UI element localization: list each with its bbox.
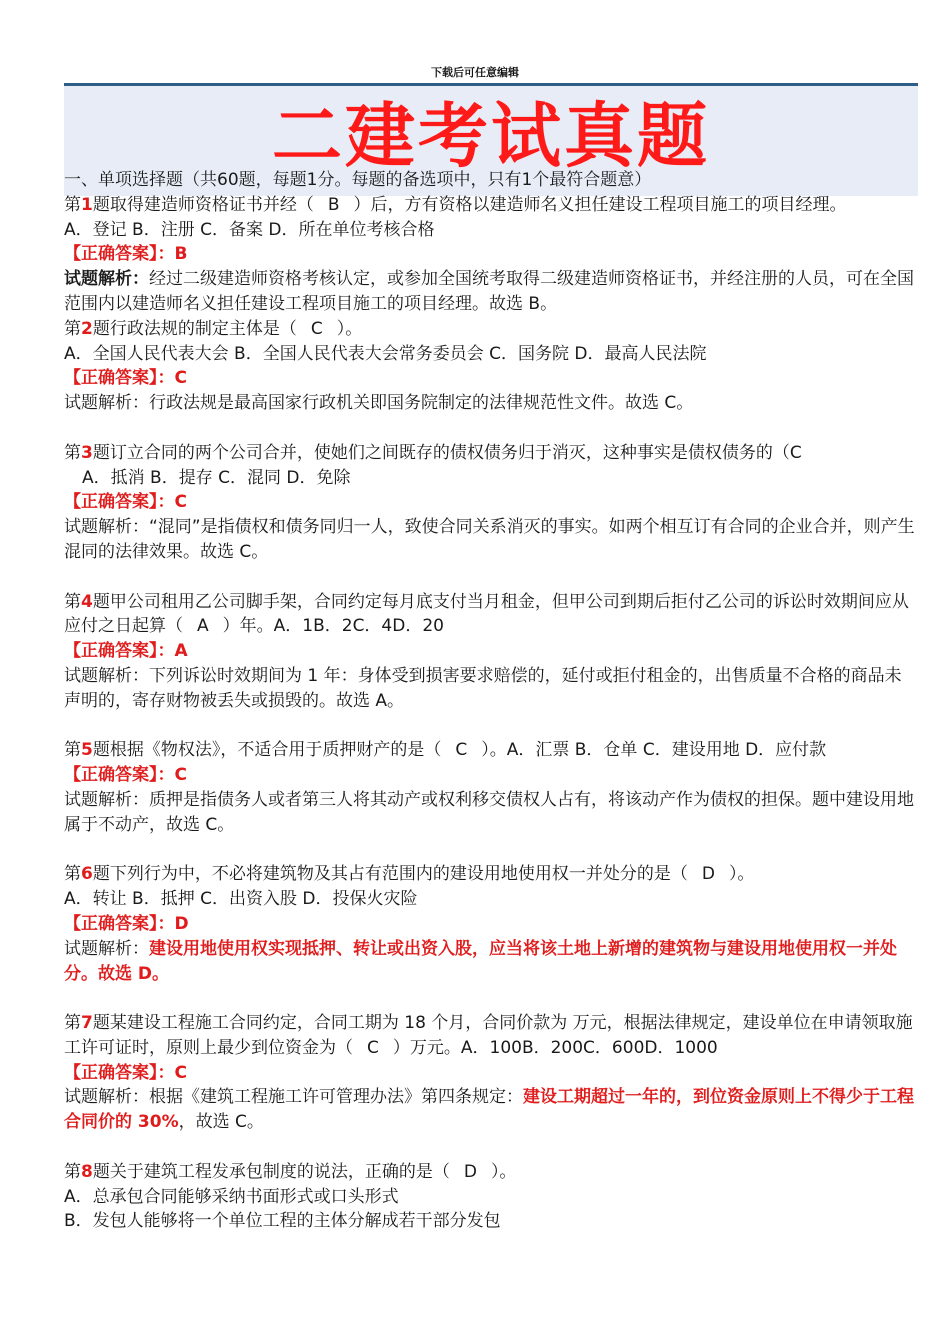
question-5: 第5题根据《物权法》，不适合用于质押财产的是（ C ）。A．汇票 B．仓单 C．建设用地 D．应付款 <box>64 740 827 761</box>
question-5-answer: 【正确答案】：C <box>64 765 187 786</box>
question-8: 第8题关于建筑工程发承包制度的说法，正确的是（ D ）。 <box>64 1161 517 1182</box>
question-3-options: A．抵消 B．提存 C．混同 D．免除 <box>82 467 351 488</box>
question-2-analysis: 试题解析：行政法规是最高国家行政机关即国务院制定的法律规范性文件。故选 C。 <box>64 393 694 414</box>
page-title: 二建考试真题 <box>272 95 710 177</box>
question-7-answer: 【正确答案】：C <box>64 1062 187 1083</box>
question-6-analysis: 试题解析：建设用地使用权实现抵押、转让或出资入股，应当将该土地上新增的建筑物与建设用地使用权一并处分。故选 D。 <box>64 938 897 984</box>
question-6: 第6题下列行为中，不必将建筑物及其占有范围内的建设用地使用权一并处分的是（ D ）。 <box>64 864 755 885</box>
question-1-analysis: 试题解析：经过二级建造师资格考核认定，或参加全国统考取得二级建造师资格证书，并经注册的人员，可在全国范围内以建造师名义担任建设工程项目施工的项目经理。故选 B。 <box>64 269 914 314</box>
header-note: 下载后可任意编辑 <box>431 66 519 79</box>
question-7-analysis: 试题解析：根据《建筑工程施工许可管理办法》第四条规定：建设工期超过一年的，到位资金原则上不得少于工程合同价的 30%，故选 C。 <box>64 1087 914 1133</box>
question-4-answer: 【正确答案】：A <box>64 641 188 662</box>
spacer <box>64 1135 918 1160</box>
document-body <box>64 168 918 1234</box>
spacer <box>64 416 918 441</box>
question-6-answer: 【正确答案】：D <box>64 913 189 934</box>
question-1-answer: 【正确答案】：B <box>64 244 188 265</box>
question-8-option-a: A．总承包合同能够采纳书面形式或口头形式 <box>64 1186 399 1207</box>
question-4: 第4题甲公司租用乙公司脚手架，合同约定每月底支付当月租金，但甲公司到期后拒付乙公司的诉讼时效期间应从应付之日起算（ A ）年。A．1B．2C．4D．20 <box>64 591 909 637</box>
question-1: 第1题取得建造师资格证书并经（ B ）后，方有资格以建造师名义担任建设工程项目施工的项目经理。 <box>64 194 847 215</box>
spacer <box>64 714 918 739</box>
question-1-options: A．登记 B．注册 C．备案 D．所在单位考核合格 <box>64 219 435 240</box>
question-3-answer: 【正确答案】：C <box>64 492 187 513</box>
question-6-options: A．转让 B．抵押 C．出资入股 D．投保火灾险 <box>64 889 418 910</box>
question-2-answer: 【正确答案】：C <box>64 368 187 389</box>
question-7: 第7题某建设工程施工合同约定，合同工期为 18 个月，合同价款为 万元，根据法律规定，建设单位在申请领取施工许可证时，原则上最少到位资金为（ C ）万元。A．100B．200C．600D．1000 <box>64 1013 913 1058</box>
spacer <box>64 565 918 590</box>
question-8-option-b: B．发包人能够将一个单位工程的主体分解成若干部分发包 <box>64 1211 501 1232</box>
question-2: 第2题行政法规的制定主体是（ C ）。 <box>64 318 363 339</box>
question-4-analysis: 试题解析：下列诉讼时效期间为 1 年：身体受到损害要求赔偿的，延付或拒付租金的，出售质量不合格的商品未声明的，寄存财物被丢失或损毁的。故选 A。 <box>64 665 902 711</box>
spacer <box>64 986 918 1011</box>
question-3-analysis: 试题解析：“混同”是指债权和债务同归一人，致使合同关系消灭的事实。如两个相互订有合同的企业合并，则产生混同的法律效果。故选 C。 <box>64 517 915 562</box>
section-heading: 一、单项选择题（共60题，每题1分。每题的备选项中，只有1个最符合题意） <box>64 170 652 190</box>
question-2-options: A．全国人民代表大会 B．全国人民代表大会常务委员会 C．国务院 D．最高人民法院 <box>64 343 707 364</box>
question-3: 第3题订立合同的两个公司合并，使她们之间既存的债权债务归于消灭，这种事实是债权债务的（C <box>64 442 802 463</box>
question-5-analysis: 试题解析：质押是指债务人或者第三人将其动产或权利移交债权人占有，将该动产作为债权的担保。题中建设用地属于不动产，故选 C。 <box>64 789 914 835</box>
spacer <box>64 838 918 863</box>
